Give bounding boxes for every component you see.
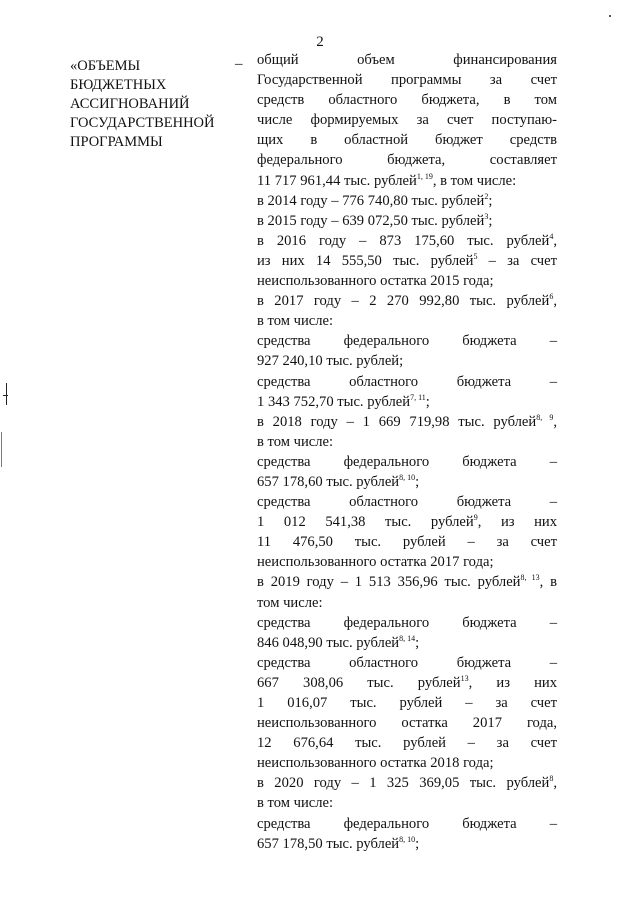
line-text: неиспользованного остатка 2015 года; xyxy=(257,273,494,290)
text-line xyxy=(257,291,557,311)
text-line xyxy=(257,793,557,813)
text-line xyxy=(257,191,557,211)
footnote-ref: 8, 10 xyxy=(399,834,416,844)
text-line xyxy=(257,311,557,331)
text-line xyxy=(257,70,557,90)
title-line: «ОБЪЕМЫ xyxy=(70,58,141,74)
line-text: 927 240,10 тыс. рублей; xyxy=(257,353,404,370)
line-tail: ; xyxy=(488,192,493,209)
line-text: числе формируемых за счет поступаю- xyxy=(257,112,557,129)
text-line xyxy=(257,653,557,673)
text-line xyxy=(257,271,557,291)
separator-dash: – xyxy=(235,56,243,72)
line-text: в 2018 году – 1 669 719,98 тыс. рублей xyxy=(257,413,537,430)
line-text: щих в областной бюджет средств xyxy=(257,132,557,149)
line-tail: – за счет xyxy=(477,252,557,269)
text-line xyxy=(257,331,557,351)
title-line: ПРОГРАММЫ xyxy=(70,134,163,150)
text-line xyxy=(257,412,557,432)
text-line xyxy=(257,773,557,793)
text-line xyxy=(257,512,557,532)
line-text: федерального бюджета, составляет xyxy=(257,152,557,169)
line-tail: ; xyxy=(415,835,420,852)
text-line xyxy=(257,50,557,70)
title-line: АССИГНОВАНИЙ xyxy=(70,96,190,112)
line-text: средства областного бюджета – xyxy=(257,494,557,511)
line-tail: , в том числе: xyxy=(432,172,517,189)
line-text: в том числе: xyxy=(257,433,334,450)
line-tail: , xyxy=(553,232,557,249)
text-line xyxy=(257,432,557,452)
financing-description xyxy=(257,50,557,854)
line-text: неиспользованного остатка 2018 года; xyxy=(257,755,494,772)
footnote-ref: 8, 9 xyxy=(536,412,554,422)
scan-dot xyxy=(609,15,611,17)
line-tail: , xyxy=(553,293,557,310)
line-text: 1 343 752,70 тыс. рублей xyxy=(257,393,411,410)
line-text: в 2014 году – 776 740,80 тыс. рублей xyxy=(257,192,485,209)
text-line xyxy=(257,90,557,110)
line-text: средства федерального бюджета – xyxy=(257,333,557,350)
line-tail: , xyxy=(553,413,557,430)
footnote-ref: 2 xyxy=(484,191,489,201)
line-text: в том числе: xyxy=(257,313,334,330)
line-text: 657 178,50 тыс. рублей xyxy=(257,835,400,852)
text-line xyxy=(257,150,557,170)
title-line: ГОСУДАРСТВЕННОЙ xyxy=(70,115,215,131)
text-line xyxy=(257,532,557,552)
line-text: в 2017 году – 2 270 992,80 тыс. рублей xyxy=(257,293,550,310)
line-text: 1 012 541,38 тыс. рублей xyxy=(257,514,474,531)
line-text: средств областного бюджета, в том xyxy=(257,92,557,109)
text-line xyxy=(257,452,557,472)
line-text: в 2020 году – 1 325 369,05 тыс. рублей xyxy=(257,775,550,792)
text-line xyxy=(257,171,557,191)
line-text: Государственной программы за счет xyxy=(257,72,557,89)
footnote-ref: 4 xyxy=(549,231,554,241)
line-text: 657 178,60 тыс. рублей xyxy=(257,473,400,490)
text-line xyxy=(257,834,557,854)
scan-mark-left-vertical xyxy=(6,383,7,405)
text-line xyxy=(257,372,557,392)
footnote-ref: 8, 10 xyxy=(399,472,416,482)
line-tail: ; xyxy=(488,212,493,229)
footnote-ref: 8 xyxy=(549,774,554,784)
text-line xyxy=(257,613,557,633)
line-text: 12 676,64 тыс. рублей – за счет xyxy=(257,735,557,752)
line-text: в 2016 году – 873 175,60 тыс. рублей xyxy=(257,232,550,249)
text-line xyxy=(257,733,557,753)
page-number: 2 xyxy=(316,34,324,50)
line-text: неиспользованного остатка 2017 года, xyxy=(257,715,557,732)
line-text: том числе: xyxy=(257,594,323,611)
text-line xyxy=(257,351,557,371)
text-line xyxy=(257,593,557,613)
line-tail: , из них xyxy=(468,674,558,691)
text-line xyxy=(257,693,557,713)
footnote-ref: 8, 13 xyxy=(520,573,540,583)
text-line xyxy=(257,673,557,693)
text-line xyxy=(257,392,557,412)
line-text: в 2015 году – 639 072,50 тыс. рублей xyxy=(257,212,485,229)
line-text: 1 016,07 тыс. рублей – за счет xyxy=(257,695,557,711)
text-line xyxy=(257,472,557,492)
text-line xyxy=(257,251,557,271)
line-tail: , из них xyxy=(477,514,557,531)
line-text: средства областного бюджета – xyxy=(257,373,557,390)
footnote-ref: 9 xyxy=(473,513,478,523)
line-text: средства федерального бюджета – xyxy=(257,614,557,631)
line-text: средства федерального бюджета – xyxy=(257,453,557,470)
line-text: 11 717 961,44 тыс. рублей xyxy=(257,172,417,189)
line-text: из них 14 555,50 тыс. рублей xyxy=(257,252,474,269)
line-text: средства федерального бюджета – xyxy=(257,815,557,832)
text-line xyxy=(257,110,557,130)
footnote-ref: 1, 19 xyxy=(416,171,433,181)
line-text: средства областного бюджета – xyxy=(257,654,557,671)
footnote-ref: 6 xyxy=(549,292,554,302)
text-line xyxy=(257,572,557,592)
line-tail: ; xyxy=(415,634,420,651)
line-text: в 2019 году – 1 513 356,96 тыс. рублей xyxy=(257,574,521,591)
scan-mark-edge xyxy=(1,432,2,467)
line-tail: , xyxy=(553,775,557,792)
text-line xyxy=(257,492,557,512)
line-tail: ; xyxy=(415,473,420,490)
footnote-ref: 13 xyxy=(460,673,469,683)
footnote-ref: 5 xyxy=(473,251,478,261)
text-line xyxy=(257,713,557,733)
line-text: общий объем финансирования xyxy=(257,52,557,68)
passport-section-title xyxy=(70,57,245,152)
footnote-ref: 3 xyxy=(484,211,489,221)
text-line xyxy=(257,552,557,572)
line-text: 846 048,90 тыс. рублей xyxy=(257,634,400,651)
text-line xyxy=(257,814,557,834)
text-line xyxy=(257,211,557,231)
text-line xyxy=(257,633,557,653)
line-text: неиспользованного остатка 2017 года; xyxy=(257,554,494,571)
line-text: 11 476,50 тыс. рублей – за счет xyxy=(257,534,557,551)
line-tail: ; xyxy=(425,393,430,410)
line-text: 667 308,06 тыс. рублей xyxy=(257,674,461,691)
text-line xyxy=(257,231,557,251)
footnote-ref: 8, 14 xyxy=(399,633,416,643)
text-line xyxy=(257,130,557,150)
title-line: БЮДЖЕТНЫХ xyxy=(70,77,167,93)
line-tail: , в xyxy=(539,574,557,591)
footnote-ref: 7, 11 xyxy=(410,392,426,402)
line-text: в том числе: xyxy=(257,795,334,812)
text-line xyxy=(257,753,557,773)
